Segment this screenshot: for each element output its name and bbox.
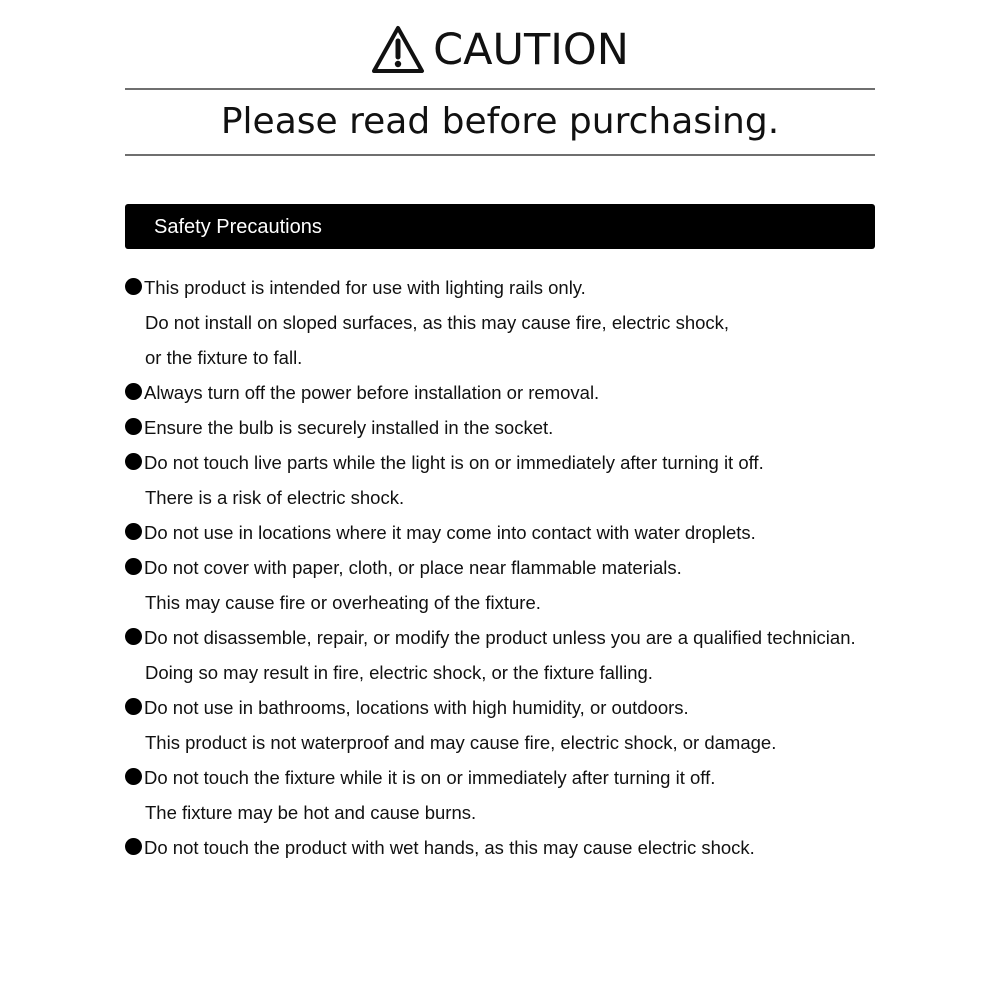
precaution-text: Always turn off the power before installation or removal.	[144, 381, 600, 403]
precaution-text: Do not cover with paper, cloth, or place near flammable materials.	[144, 556, 682, 578]
bullet-dot-icon	[125, 838, 142, 855]
bullet-dot-icon	[125, 628, 142, 645]
bullet-dot-icon	[125, 558, 142, 575]
precaution-item	[125, 550, 905, 585]
precaution-text: Do not touch the fixture while it is on or immediately after turning it off.	[144, 766, 716, 788]
bullet-dot-icon	[125, 768, 142, 785]
bullet-dot-icon	[125, 698, 142, 715]
page-subtitle: Please read before purchasing.	[220, 101, 780, 142]
precaution-item	[125, 445, 905, 480]
precaution-text: This product is intended for use with lighting rails only.	[144, 276, 586, 298]
precaution-continuation: or the fixture to fall.	[145, 346, 303, 368]
bottom-divider	[125, 154, 875, 156]
precaution-continuation: Doing so may result in fire, electric shock, or the fixture falling.	[145, 661, 653, 683]
precaution-text: Do not touch the product with wet hands, as this may cause electric shock.	[144, 836, 755, 858]
caution-header	[0, 22, 1000, 78]
top-divider	[125, 88, 875, 90]
warning-triangle-icon	[371, 24, 425, 76]
precaution-item	[125, 760, 905, 795]
precaution-text: Do not touch live parts while the light is on or immediately after turning it off.	[144, 451, 764, 473]
section-title: Safety Precautions	[154, 215, 322, 238]
precaution-continuation: This product is not waterproof and may cause fire, electric shock, or damage.	[145, 731, 777, 753]
bullet-dot-icon	[125, 453, 142, 470]
precaution-continuation: The fixture may be hot and cause burns.	[145, 801, 477, 823]
precaution-item	[125, 410, 905, 445]
precaution-text: Do not disassemble, repair, or modify the product unless you are a qualified technician.	[144, 626, 856, 648]
precaution-text: Ensure the bulb is securely installed in the socket.	[144, 416, 554, 438]
bullet-dot-icon	[125, 278, 142, 295]
bullet-dot-icon	[125, 418, 142, 435]
section-header-bar	[125, 204, 875, 249]
precaution-item	[125, 375, 905, 410]
precaution-continuation: Do not install on sloped surfaces, as this may cause fire, electric shock,	[145, 311, 730, 333]
precaution-item	[125, 690, 905, 725]
bullet-dot-icon	[125, 523, 142, 540]
precaution-continuation: This may cause fire or overheating of the fixture.	[145, 591, 541, 613]
bullet-dot-icon	[125, 383, 142, 400]
precaution-item	[125, 515, 905, 550]
precaution-text: Do not use in bathrooms, locations with high humidity, or outdoors.	[144, 696, 689, 718]
precaution-item	[125, 270, 905, 305]
precautions-list	[125, 270, 905, 865]
caution-title: CAUTION	[433, 24, 629, 75]
precaution-continuation: There is a risk of electric shock.	[145, 486, 405, 508]
precaution-item	[125, 620, 905, 655]
precaution-item	[125, 830, 905, 865]
precaution-text: Do not use in locations where it may come into contact with water droplets.	[144, 521, 756, 543]
